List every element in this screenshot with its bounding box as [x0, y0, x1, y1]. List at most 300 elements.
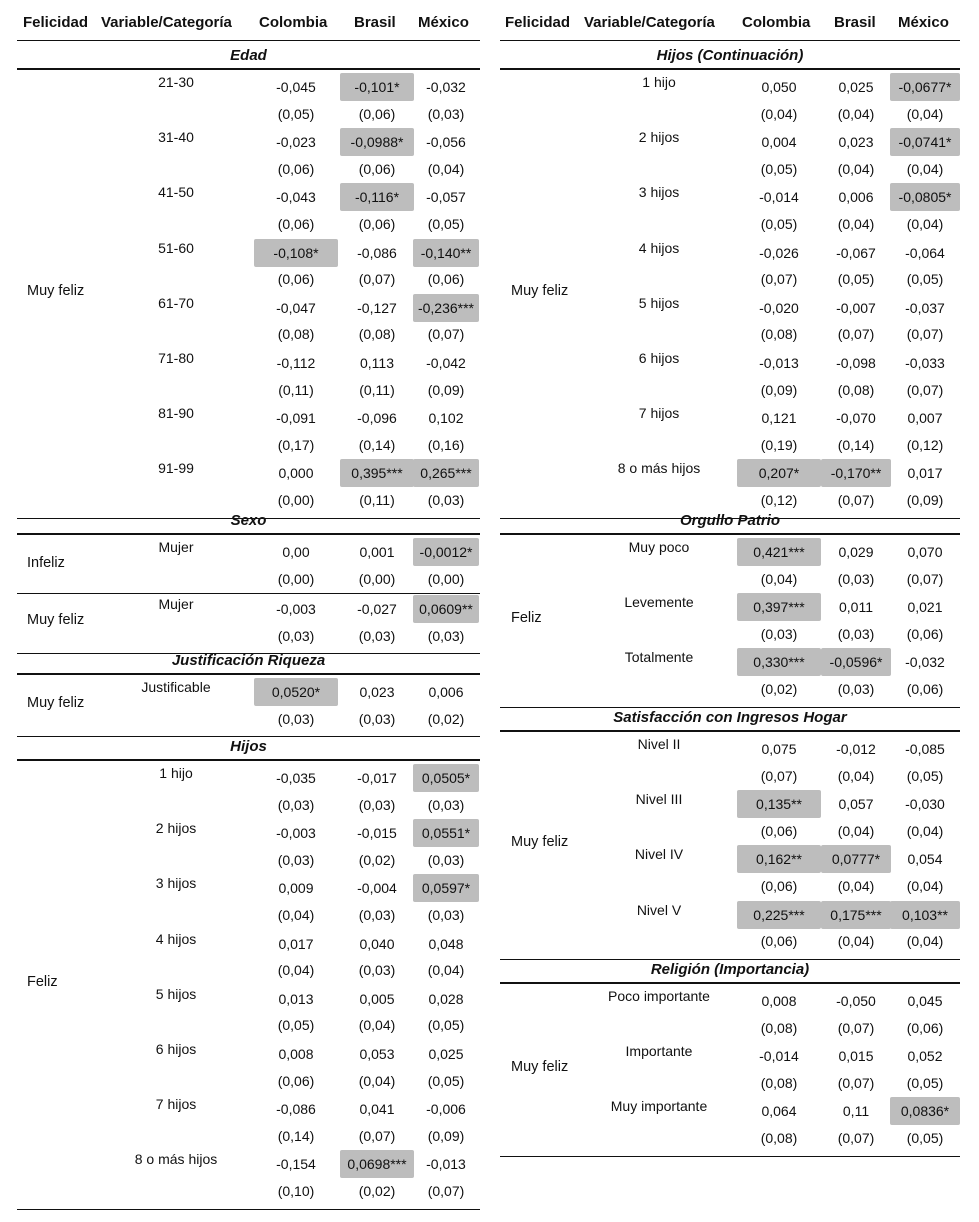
category-label: 2 hijos — [155, 820, 197, 837]
header-brasil: Brasil — [834, 14, 876, 31]
section-rule — [500, 68, 960, 70]
std-error-cell: (0,11) — [359, 492, 395, 508]
coefficient-cell: -0,035 — [276, 770, 316, 786]
coefficient-cell: -0,014 — [759, 189, 799, 206]
coefficient-cell: -0,037 — [905, 299, 945, 316]
category-label: 7 hijos — [155, 1096, 197, 1113]
category-label: Nivel V — [636, 901, 682, 918]
std-error-cell: (0,04) — [837, 822, 875, 839]
std-error-cell: (0,07) — [760, 767, 798, 784]
coefficient-cell-significant: 0,265*** — [413, 459, 479, 487]
category-label: 91-99 — [158, 460, 194, 477]
coefficient-cell: 0,050 — [761, 79, 797, 95]
std-error-cell: (0,09) — [760, 381, 798, 398]
section-title: Satisfacción con Ingresos Hogar — [613, 709, 847, 726]
std-error-cell: (0,00) — [277, 492, 315, 508]
std-error-cell: (0,04) — [837, 878, 875, 894]
coefficient-cell-significant: -0,101* — [340, 73, 414, 101]
coefficient-cell: -0,014 — [759, 1048, 799, 1065]
category-label: Muy poco — [628, 539, 690, 555]
header-rule — [17, 40, 480, 41]
coefficient-cell: -0,015 — [357, 825, 397, 842]
coefficient-cell-significant: -0,236*** — [413, 294, 479, 322]
header-colombia: Colombia — [259, 14, 328, 31]
coefficient-cell: -0,023 — [276, 134, 316, 151]
coefficient-cell: -0,017 — [357, 770, 397, 786]
coefficient-cell: 0,023 — [838, 134, 874, 151]
coefficient-cell: 0,113 — [360, 355, 394, 371]
coefficient-cell: -0,013 — [426, 1156, 466, 1173]
std-error-cell: (0,08) — [760, 1019, 798, 1036]
coefficient-cell-significant: 0,0836* — [890, 1097, 960, 1125]
std-error-cell: (0,11) — [359, 381, 395, 398]
std-error-cell: (0,06) — [358, 160, 396, 177]
section-rule — [500, 533, 960, 535]
std-error-cell: (0,10) — [277, 1183, 315, 1199]
category-label: Muy importante — [610, 1098, 708, 1115]
std-error-cell: (0,04) — [427, 962, 465, 979]
header-variable: Variable/Categoría — [584, 14, 715, 31]
std-error-cell: (0,05) — [277, 1017, 315, 1034]
coefficient-cell: -0,057 — [426, 189, 466, 206]
header-felicidad: Felicidad — [23, 14, 89, 31]
coefficient-cell: 0,008 — [278, 1046, 314, 1062]
header-mexico: México — [898, 14, 949, 31]
std-error-cell: (0,03) — [277, 796, 315, 813]
coefficient-cell-significant: 0,397*** — [737, 593, 821, 621]
coefficient-cell-significant: 0,175*** — [821, 901, 891, 929]
coefficient-cell: -0,043 — [276, 189, 316, 206]
coefficient-cell-significant: -0,0805* — [890, 183, 960, 211]
std-error-cell: (0,05) — [427, 1017, 465, 1034]
category-label: 8 o más hijos — [617, 460, 701, 477]
section-rule — [17, 533, 480, 535]
felicidad-group-label: Muy feliz — [27, 694, 85, 711]
category-label: Justificable — [141, 679, 211, 695]
category-label: Importante — [625, 1043, 693, 1060]
std-error-cell: (0,03) — [277, 851, 315, 868]
std-error-cell: (0,14) — [277, 1127, 315, 1144]
header-variable: Variable/Categoría — [101, 14, 232, 31]
coefficient-cell: -0,032 — [426, 79, 466, 95]
std-error-cell: (0,03) — [277, 627, 315, 644]
std-error-cell: (0,17) — [277, 436, 315, 453]
coefficient-cell-significant: 0,162** — [737, 845, 821, 873]
coefficient-cell: 0,121 — [761, 410, 797, 427]
coefficient-cell: 0,015 — [838, 1048, 874, 1065]
coefficient-cell: -0,003 — [276, 825, 316, 842]
coefficient-cell: -0,026 — [759, 244, 799, 261]
std-error-cell: (0,06) — [277, 216, 315, 232]
coefficient-cell-significant: 0,225*** — [737, 901, 821, 929]
coefficient-cell: -0,042 — [426, 355, 466, 371]
coefficient-cell: -0,027 — [357, 601, 397, 618]
category-label: Totalmente — [624, 649, 694, 666]
category-label: 61-70 — [158, 294, 194, 311]
coefficient-cell-significant: -0,0596* — [821, 648, 891, 676]
std-error-cell: (0,06) — [760, 933, 798, 950]
category-label: 4 hijos — [155, 930, 197, 947]
category-label: 1 hijo — [159, 765, 193, 781]
std-error-cell: (0,04) — [837, 216, 875, 232]
std-error-cell: (0,06) — [358, 105, 396, 122]
std-error-cell: (0,04) — [358, 1072, 396, 1089]
section-title: Justificación Riqueza — [171, 652, 326, 669]
std-error-cell: (0,00) — [427, 570, 465, 587]
std-error-cell: (0,06) — [358, 216, 396, 232]
coefficient-cell-significant: 0,0551* — [413, 819, 479, 847]
coefficient-cell: 0,008 — [761, 993, 797, 1009]
coefficient-cell: -0,013 — [759, 355, 799, 371]
std-error-cell: (0,08) — [760, 1074, 798, 1091]
std-error-cell: (0,06) — [277, 1072, 315, 1089]
category-label: 3 hijos — [638, 184, 680, 201]
std-error-cell: (0,16) — [427, 436, 465, 453]
coefficient-cell: 0,057 — [838, 796, 874, 813]
coefficient-cell: 0,025 — [428, 1046, 464, 1062]
coefficient-cell: -0,030 — [905, 796, 945, 813]
std-error-cell: (0,07) — [837, 492, 875, 508]
std-error-cell: (0,07) — [906, 326, 944, 343]
felicidad-group-label: Muy feliz — [27, 611, 85, 628]
std-error-cell: (0,09) — [427, 1127, 465, 1144]
coefficient-cell: 0,009 — [278, 880, 314, 897]
coefficient-cell: 0,064 — [761, 1103, 797, 1120]
coefficient-cell: 0,023 — [359, 684, 395, 700]
coefficient-cell-significant: -0,116* — [340, 183, 414, 211]
std-error-cell: (0,14) — [837, 436, 875, 453]
section-rule — [500, 982, 960, 984]
coefficient-cell: -0,064 — [905, 244, 945, 261]
coefficient-cell: 0,006 — [838, 189, 874, 206]
category-label: 4 hijos — [638, 239, 680, 256]
category-label: 21-30 — [158, 74, 194, 90]
std-error-cell: (0,04) — [358, 1017, 396, 1034]
coefficient-cell: -0,047 — [276, 299, 316, 316]
std-error-cell: (0,04) — [277, 962, 315, 979]
coefficient-cell-significant: 0,103** — [890, 901, 960, 929]
section-end-rule — [500, 707, 960, 708]
coefficient-cell-significant: 0,0505* — [413, 764, 479, 792]
std-error-cell: (0,04) — [906, 160, 944, 177]
coefficient-cell: 0,005 — [359, 990, 395, 1007]
coefficient-cell: -0,112 — [276, 355, 316, 371]
std-error-cell: (0,03) — [358, 962, 396, 979]
section-title: Edad — [230, 47, 267, 64]
section-title: Sexo — [230, 512, 267, 529]
coefficient-cell-significant: 0,330*** — [737, 648, 821, 676]
felicidad-group-label: Muy feliz — [511, 282, 569, 299]
coefficient-cell: -0,004 — [357, 880, 397, 897]
coefficient-cell: 0,001 — [359, 544, 395, 560]
coefficient-cell: 0,007 — [907, 410, 943, 427]
std-error-cell: (0,03) — [427, 907, 465, 923]
coefficient-cell-significant: 0,0777* — [821, 845, 891, 873]
coefficient-cell: -0,067 — [836, 244, 876, 261]
felicidad-group-label: Muy feliz — [511, 1058, 569, 1075]
std-error-cell: (0,04) — [277, 907, 315, 923]
category-label: 81-90 — [158, 405, 194, 422]
category-label: 5 hijos — [638, 294, 680, 311]
coefficient-cell: 0,045 — [907, 993, 943, 1009]
coefficient-cell: -0,033 — [905, 355, 945, 371]
coefficient-cell-significant: -0,108* — [254, 239, 338, 267]
coefficient-cell: 0,048 — [428, 935, 464, 952]
header-colombia: Colombia — [742, 14, 811, 31]
section-rule — [17, 759, 480, 761]
coefficient-cell-significant: -0,0988* — [340, 128, 414, 156]
std-error-cell: (0,06) — [277, 160, 315, 177]
std-error-cell: (0,05) — [760, 160, 798, 177]
coefficient-cell-significant: -0,0741* — [890, 128, 960, 156]
section-title: Orgullo Patrio — [679, 512, 780, 529]
category-label: 8 o más hijos — [134, 1151, 218, 1168]
group-rule — [17, 593, 480, 594]
header-felicidad: Felicidad — [505, 14, 571, 31]
std-error-cell: (0,04) — [837, 933, 875, 950]
section-rule — [500, 730, 960, 732]
coefficient-cell: 0,040 — [359, 935, 395, 952]
category-label: Levemente — [624, 594, 694, 611]
coefficient-cell-significant: -0,140** — [413, 239, 479, 267]
coefficient-cell: -0,085 — [905, 741, 945, 757]
coefficient-cell-significant: 0,207* — [737, 459, 821, 487]
coefficient-cell: -0,032 — [905, 654, 945, 671]
coefficient-cell-significant: -0,0677* — [890, 73, 960, 101]
std-error-cell: (0,03) — [427, 627, 465, 644]
coefficient-cell: -0,154 — [276, 1156, 316, 1173]
std-error-cell: (0,12) — [906, 436, 944, 453]
coefficient-cell: 0,004 — [761, 134, 797, 151]
category-label: 1 hijo — [642, 74, 676, 90]
std-error-cell: (0,03) — [427, 105, 465, 122]
coefficient-cell: -0,086 — [357, 244, 397, 261]
std-error-cell: (0,06) — [906, 625, 944, 642]
std-error-cell: (0,09) — [906, 492, 944, 508]
felicidad-group-label: Muy feliz — [27, 282, 85, 299]
std-error-cell: (0,07) — [906, 381, 944, 398]
coefficient-cell: 0,102 — [428, 410, 464, 427]
category-label: 6 hijos — [638, 350, 680, 366]
category-label: Mujer — [158, 596, 194, 613]
category-label: 3 hijos — [155, 875, 197, 892]
std-error-cell: (0,19) — [760, 436, 798, 453]
std-error-cell: (0,04) — [427, 160, 465, 177]
category-label: 71-80 — [158, 350, 194, 366]
category-label: Mujer — [158, 539, 194, 555]
category-label: 31-40 — [158, 129, 194, 146]
category-label: Nivel III — [635, 791, 683, 808]
category-label: Nivel IV — [634, 846, 684, 863]
std-error-cell: (0,05) — [277, 105, 315, 122]
std-error-cell: (0,07) — [837, 1019, 875, 1036]
std-error-cell: (0,03) — [837, 681, 875, 697]
coefficient-cell-significant: 0,0698*** — [340, 1150, 414, 1178]
header-mexico: México — [418, 14, 469, 31]
std-error-cell: (0,03) — [427, 796, 465, 813]
std-error-cell: (0,07) — [837, 1130, 875, 1146]
coefficient-cell: 0,021 — [907, 599, 943, 616]
std-error-cell: (0,05) — [906, 1130, 944, 1146]
coefficient-cell-significant: 0,0597* — [413, 874, 479, 902]
coefficient-cell-significant: -0,170** — [821, 459, 891, 487]
section-rule — [17, 68, 480, 70]
section-end-rule — [17, 1209, 480, 1210]
std-error-cell: (0,02) — [427, 710, 465, 727]
coefficient-cell: 0,029 — [838, 544, 874, 560]
std-error-cell: (0,05) — [906, 1074, 944, 1091]
category-label: 41-50 — [158, 184, 194, 201]
std-error-cell: (0,09) — [427, 381, 465, 398]
coefficient-cell: 0,070 — [907, 544, 943, 560]
std-error-cell: (0,05) — [427, 1072, 465, 1089]
coefficient-cell: -0,020 — [759, 299, 799, 316]
std-error-cell: (0,03) — [358, 907, 396, 923]
std-error-cell: (0,02) — [760, 681, 798, 697]
std-error-cell: (0,02) — [358, 1183, 396, 1199]
coefficient-cell-significant: 0,421*** — [737, 538, 821, 566]
category-label: 6 hijos — [155, 1041, 197, 1057]
coefficient-cell: -0,086 — [276, 1101, 316, 1118]
std-error-cell: (0,08) — [760, 1130, 798, 1146]
std-error-cell: (0,08) — [837, 381, 875, 398]
section-end-rule — [500, 1156, 960, 1157]
std-error-cell: (0,04) — [760, 570, 798, 587]
std-error-cell: (0,03) — [358, 627, 396, 644]
std-error-cell: (0,06) — [760, 822, 798, 839]
std-error-cell: (0,08) — [358, 326, 396, 343]
coefficient-cell-significant: -0,0012* — [413, 538, 479, 566]
std-error-cell: (0,04) — [906, 878, 944, 894]
std-error-cell: (0,00) — [358, 570, 396, 587]
coefficient-cell: 0,017 — [907, 465, 943, 482]
coefficient-cell: 0,054 — [907, 851, 943, 868]
coefficient-cell-significant: 0,0520* — [254, 678, 338, 706]
std-error-cell: (0,08) — [760, 326, 798, 343]
coefficient-cell: -0,007 — [836, 299, 876, 316]
section-rule — [17, 673, 480, 675]
std-error-cell: (0,05) — [427, 216, 465, 232]
std-error-cell: (0,05) — [906, 767, 944, 784]
category-label: 5 hijos — [155, 985, 197, 1002]
category-label: 51-60 — [158, 239, 194, 256]
std-error-cell: (0,05) — [760, 216, 798, 232]
header-brasil: Brasil — [354, 14, 396, 31]
std-error-cell: (0,07) — [760, 271, 798, 288]
section-end-rule — [500, 959, 960, 960]
std-error-cell: (0,03) — [427, 492, 465, 508]
coefficient-cell: 0,00 — [282, 544, 310, 560]
coefficient-cell: -0,096 — [357, 410, 397, 427]
category-label: 2 hijos — [638, 129, 680, 146]
std-error-cell: (0,14) — [358, 436, 396, 453]
section-title: Hijos (Continuación) — [656, 47, 804, 64]
std-error-cell: (0,07) — [906, 570, 944, 587]
section-title: Religión (Importancia) — [650, 961, 810, 978]
std-error-cell: (0,05) — [906, 271, 944, 288]
std-error-cell: (0,07) — [358, 271, 396, 288]
std-error-cell: (0,07) — [358, 1127, 396, 1144]
std-error-cell: (0,06) — [760, 878, 798, 894]
std-error-cell: (0,03) — [760, 625, 798, 642]
std-error-cell: (0,06) — [906, 681, 944, 697]
std-error-cell: (0,12) — [760, 492, 798, 508]
std-error-cell: (0,04) — [906, 933, 944, 950]
felicidad-group-label: Infeliz — [27, 554, 65, 571]
coefficient-cell-significant: 0,0609** — [413, 595, 479, 623]
std-error-cell: (0,02) — [358, 851, 396, 868]
std-error-cell: (0,03) — [837, 625, 875, 642]
std-error-cell: (0,04) — [837, 160, 875, 177]
coefficient-cell: 0,000 — [278, 465, 314, 482]
felicidad-group-label: Muy feliz — [511, 834, 569, 851]
coefficient-cell: 0,052 — [907, 1048, 943, 1065]
std-error-cell: (0,04) — [760, 105, 798, 122]
coefficient-cell: 0,028 — [428, 990, 464, 1007]
std-error-cell: (0,07) — [837, 1074, 875, 1091]
coefficient-cell: -0,070 — [836, 410, 876, 427]
std-error-cell: (0,07) — [837, 326, 875, 343]
std-error-cell: (0,06) — [906, 1019, 944, 1036]
std-error-cell: (0,05) — [837, 271, 875, 288]
std-error-cell: (0,03) — [427, 851, 465, 868]
coefficient-cell: 0,013 — [278, 990, 314, 1007]
felicidad-group-label: Feliz — [511, 609, 542, 626]
std-error-cell: (0,11) — [278, 381, 314, 398]
std-error-cell: (0,04) — [906, 822, 944, 839]
std-error-cell: (0,07) — [427, 1183, 465, 1199]
coefficient-cell: 0,025 — [838, 79, 874, 95]
coefficient-cell: 0,011 — [839, 599, 873, 616]
std-error-cell: (0,03) — [358, 710, 396, 727]
coefficient-cell: -0,127 — [357, 299, 397, 316]
std-error-cell: (0,08) — [277, 326, 315, 343]
std-error-cell: (0,04) — [837, 105, 875, 122]
coefficient-cell: -0,091 — [276, 410, 316, 427]
category-label: 7 hijos — [638, 405, 680, 422]
coefficient-cell: -0,006 — [426, 1101, 466, 1118]
coefficient-cell: 0,11 — [842, 1103, 870, 1120]
coefficient-cell: 0,041 — [359, 1101, 395, 1118]
category-label: Nivel II — [637, 736, 681, 752]
category-label: Poco importante — [608, 988, 710, 1004]
header-rule — [500, 40, 960, 41]
coefficient-cell: 0,017 — [278, 935, 314, 952]
std-error-cell: (0,06) — [277, 271, 315, 288]
std-error-cell: (0,03) — [837, 570, 875, 587]
coefficient-cell: -0,056 — [426, 134, 466, 151]
std-error-cell: (0,06) — [427, 271, 465, 288]
std-error-cell: (0,03) — [358, 796, 396, 813]
felicidad-group-label: Feliz — [27, 973, 58, 990]
std-error-cell: (0,00) — [277, 570, 315, 587]
coefficient-cell: -0,098 — [836, 355, 876, 371]
coefficient-cell: -0,003 — [276, 601, 316, 618]
std-error-cell: (0,04) — [837, 767, 875, 784]
coefficient-cell: -0,045 — [276, 79, 316, 95]
coefficient-cell-significant: 0,395*** — [340, 459, 414, 487]
coefficient-cell-significant: 0,135** — [737, 790, 821, 818]
std-error-cell: (0,04) — [906, 216, 944, 232]
coefficient-cell: 0,006 — [428, 684, 464, 700]
section-title: Hijos — [230, 738, 267, 755]
coefficient-cell: -0,050 — [836, 993, 876, 1009]
coefficient-cell: 0,053 — [359, 1046, 395, 1062]
std-error-cell: (0,03) — [277, 710, 315, 727]
std-error-cell: (0,07) — [427, 326, 465, 343]
coefficient-cell: 0,075 — [761, 741, 797, 757]
std-error-cell: (0,04) — [906, 105, 944, 122]
